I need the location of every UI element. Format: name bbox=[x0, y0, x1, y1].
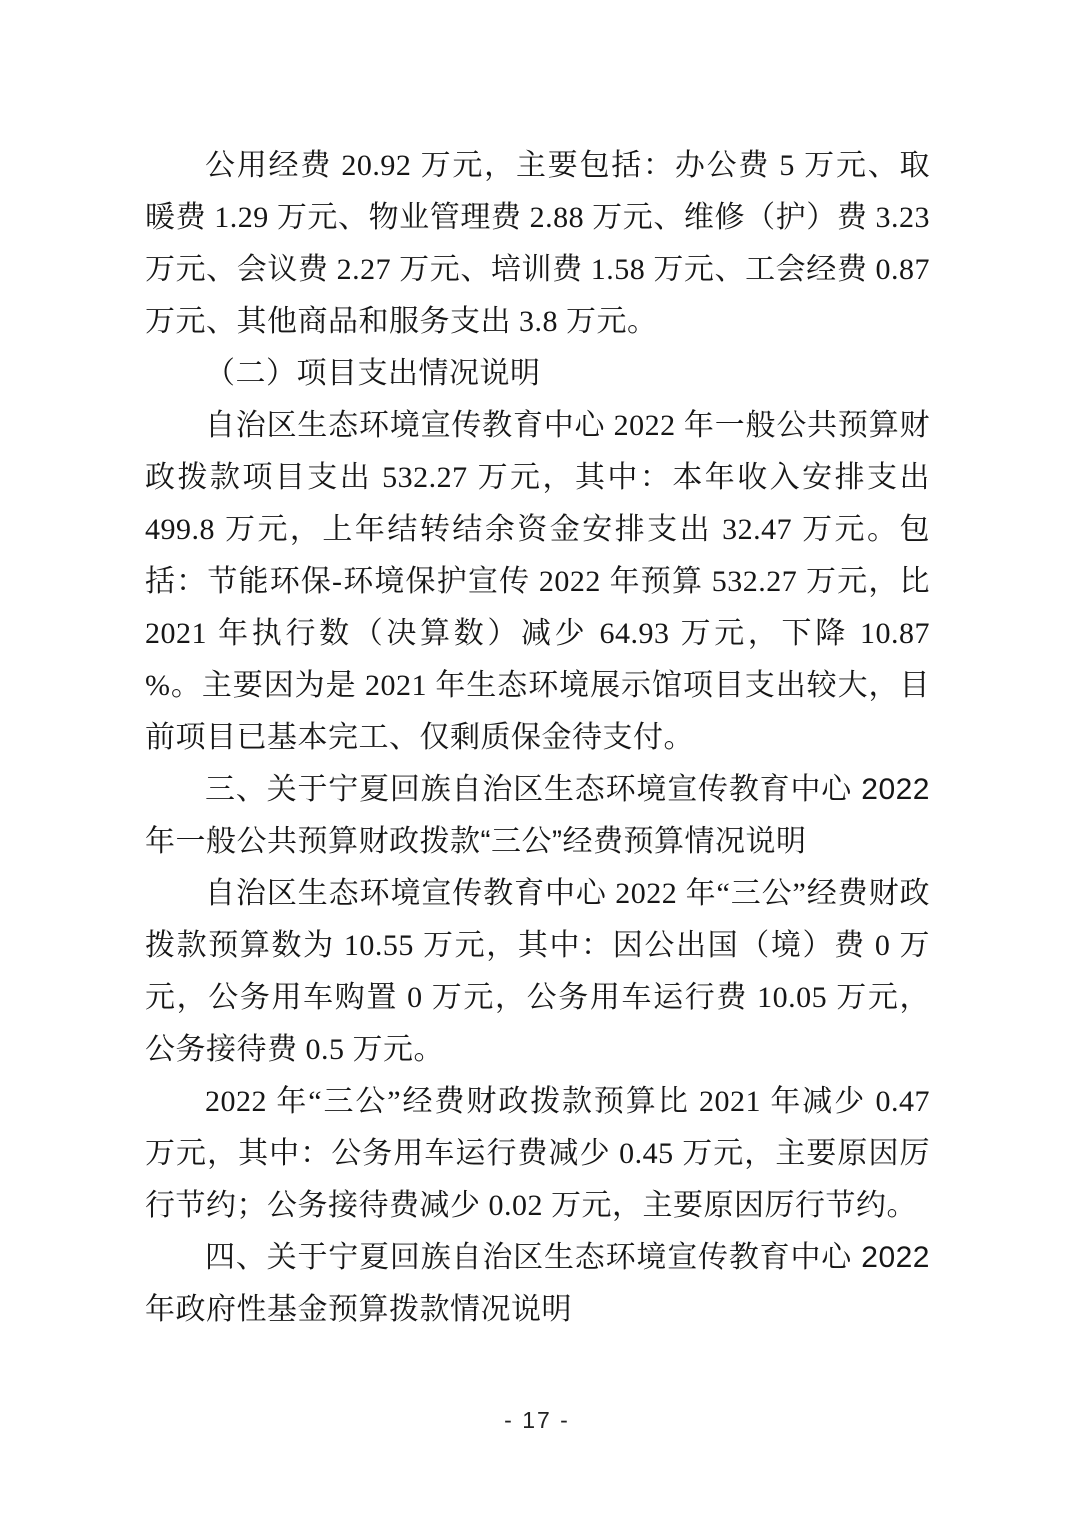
document-body bbox=[145, 140, 930, 1336]
page-number: - 17 - bbox=[504, 1407, 570, 1433]
heading-gov-fund: 四、关于宁夏回族自治区生态环境宣传教育中心 2022 年政府性基金预算拨款情况说明 bbox=[145, 1241, 930, 1326]
paragraph-three-public-detail: 自治区生态环境宣传教育中心 2022 年“三公”经费财政拨款预算数为 10.55 万元，其中：因公出国（境）费 0 万元，公务用车购置 0 万元，公务用车运行费 10.05 万元，公务接待费 0.5 万元。 bbox=[145, 877, 930, 1066]
paragraph-project-expenditure: 自治区生态环境宣传教育中心 2022 年一般公共预算财政拨款项目支出 532.27 万元，其中：本年收入安排支出 499.8 万元，上年结转结余资金安排支出 32.47 万元。包括：节能环保-环境保护宣传 2022 年预算 532.27 万元，比 2021 年执行数（决算数）减少 64.93 万元，下降 10.87 %。主要因为是 2021 年生态环境展示馆项目支出较大，目前项目已基本完工、仅剩质保金待支付。 bbox=[145, 409, 930, 754]
page-footer bbox=[0, 1407, 1074, 1434]
heading-three-public-funds: 三、关于宁夏回族自治区生态环境宣传教育中心 2022 年一般公共预算财政拨款“三公”经费预算情况说明 bbox=[145, 773, 930, 858]
heading-project-expenditure: （二）项目支出情况说明 bbox=[205, 357, 541, 390]
paragraph-three-public-comparison: 2022 年“三公”经费财政拨款预算比 2021 年减少 0.47 万元，其中：公务用车运行费减少 0.45 万元，主要原因厉行节约；公务接待费减少 0.02 万元，主要原因厉行节约。 bbox=[145, 1085, 930, 1222]
paragraph-public-funds: 公用经费 20.92 万元，主要包括：办公费 5 万元、取暖费 1.29 万元、物业管理费 2.88 万元、维修（护）费 3.23 万元、会议费 2.27 万元、培训费 1.58 万元、工会经费 0.87 万元、其他商品和服务支出 3.8 万元。 bbox=[145, 149, 930, 338]
